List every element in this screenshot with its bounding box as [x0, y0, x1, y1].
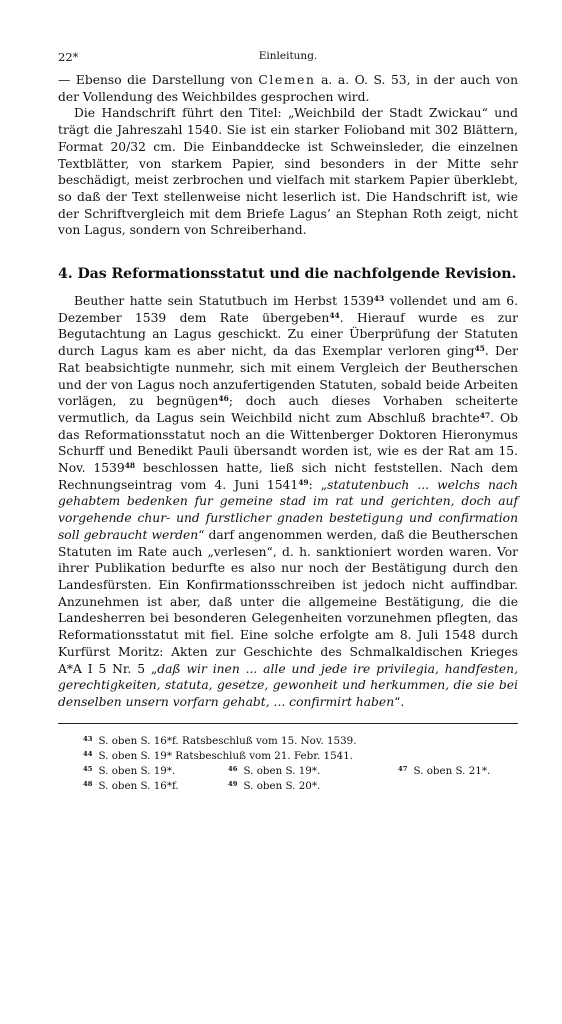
running-title: Einleitung.	[258, 50, 318, 62]
footnote-49: $^{49}$ S. oben S. 20*.	[228, 779, 321, 792]
footnote-ref-49[interactable]: 49	[298, 477, 309, 487]
footnote-46: $^{46}$ S. oben S. 19*.	[228, 764, 321, 777]
paragraph-manuscript: Die Handschrift führt den Titel: „Weichbild der Stadt Zwickau“ und trägt die Jahreszahl 1540. Sie ist ein starker Folioband mit 302 Blättern, Format 20/32 cm. Die Einbanddecke ist Schweinsleder, die einzelnen Textblätter, von starkem Papier, sind besonders in der Mitte sehr beschädigt, meist zerbrochen und vielfach mit starkem Papier überklebt, so daß der Text stellenweise nicht leserlich ist. Die Handschrift ist, wie der Schriftvergleich mit dem Briefe Lagus’ an Stephan Roth zeigt, nicht von Lagus, sondern von Schreiberhand.	[58, 106, 518, 238]
footnote-ref-48[interactable]: 48	[124, 461, 136, 471]
footnote-44: $^{44}$ S. oben S. 19* Ratsbeschluß vom 21. Febr. 1541.	[83, 749, 354, 762]
footnote-ref-43[interactable]: 43	[373, 294, 385, 304]
footnote-45: $^{45}$ S. oben S. 19*.	[83, 764, 176, 777]
footnote-ref-47[interactable]: 47	[479, 410, 491, 420]
quotation-confirmation: daß wir inen ... alle und jede ire privilegia, handfesten, gerechtigkeiten, statuta, gesetze, gewonheit und herkummen, die sie bei denselben unsern vorfarn gehabt, ... confirmirt haben	[58, 661, 518, 709]
footnotes	[58, 734, 518, 794]
footnote-43: $^{43}$ S. oben S. 16*f. Ratsbeschluß vom 15. Nov. 1539.	[83, 734, 357, 747]
footnote-47: $^{47}$ S. oben S. 21*.	[398, 764, 491, 777]
running-head	[58, 50, 518, 72]
footnote-ref-45[interactable]: 45	[474, 344, 485, 354]
author-name: Clemen	[258, 73, 316, 87]
footnote-ref-46[interactable]: 46	[218, 394, 229, 404]
footnote-48: $^{48}$ S. oben S. 16*f.	[83, 779, 179, 792]
section-heading: 4. Das Reformationsstatut und die nachfolgende Revision.	[58, 266, 517, 283]
quotation-statutenbuch: statutenbuch ... welchs nach gehabtem bedenken fur gemeine stad im rat und gerichten, doch auf vorgehende chur- und furstlicher gnaden bestetigung und confirmation soll gebraucht werden	[58, 477, 519, 542]
page-number: 22*	[58, 50, 79, 64]
footnote-divider	[58, 723, 518, 724]
paragraph-section-body: Beuther hatte sein Statutbuch im Herbst 1539$^{43}$ vollendet und am 6. Dezember 1539 dem Rate übergeben$^{44}$. Hierauf wurde es zur Begutachtung an Lagus geschickt. Zu einer Überprüfung der Statuten durch Lagus kam es aber nicht, da das Exemplar verloren ging$^{45}$. Der Rat beabsichtigte nunmehr, sich mit einem Vergleich der Beutherschen und der von Lagus noch anzufertigenden Statuten, sobald beide Arbeiten vorlägen, zu begnügen$^{46}$; doch auch dieses Vorhaben scheiterte vermutlich, da Lagus sein Weichbild nicht zum Abschluß brachte$^{47}$. Ob das Reformationsstatut noch an die Wittenberger Doktoren Hieronymus Schurff und Benedikt Pauli übersandt worden ist, wie es der Rat am 15. Nov. 1539$^{48}$ beschlossen hatte, ließ sich nicht feststellen. Nach dem Rechnungseintrag vom 4. Juni 1541$^{49}$: „statutenbuch ... welchs nach gehabtem bedenken fur gemeine stad im rat und gerichten, doch auf vorgehende chur- und furstlicher gnaden bestetigung und confirmation soll gebraucht werden“ darf angenommen werden, daß die Beutherschen Statuten im Rate auch „verlesen“, d. h. sanktioniert worden waren. Vor ihrer Publikation bedurfte es also nur noch der Bestätigung durch den Landesfürsten. Ein Konfirmationsschreiben ist jedoch nicht auffindbar. Anzunehmen ist aber, daß unter die allgemeine Bestätigung, die die Landesherren bei besonderen Gelegenheiten vorzunehmen pflegten, das Reformationsstatut mit fiel. Eine solche erfolgte am 8. Juli 1548 durch Kurfürst Moritz: Akten zur Geschichte des Schmalkaldischen Krieges A*A I 5 Nr. 5 „daß wir inen ... alle und jede ire privilegia, handfesten, gerechtigkeiten, statuta, gesetze, gewonheit und herkummen, die sie bei denselben unsern vorfarn gehabt, ... confirmirt haben“.	[58, 294, 519, 709]
page	[58, 50, 518, 794]
footnote-ref-44[interactable]: 44	[329, 310, 340, 320]
paragraph-intro: — Ebenso die Darstellung von Clemen a. a. O. S. 53, in der auch von der Vollendung des Weichbildes gesprochen wird.	[58, 73, 518, 104]
